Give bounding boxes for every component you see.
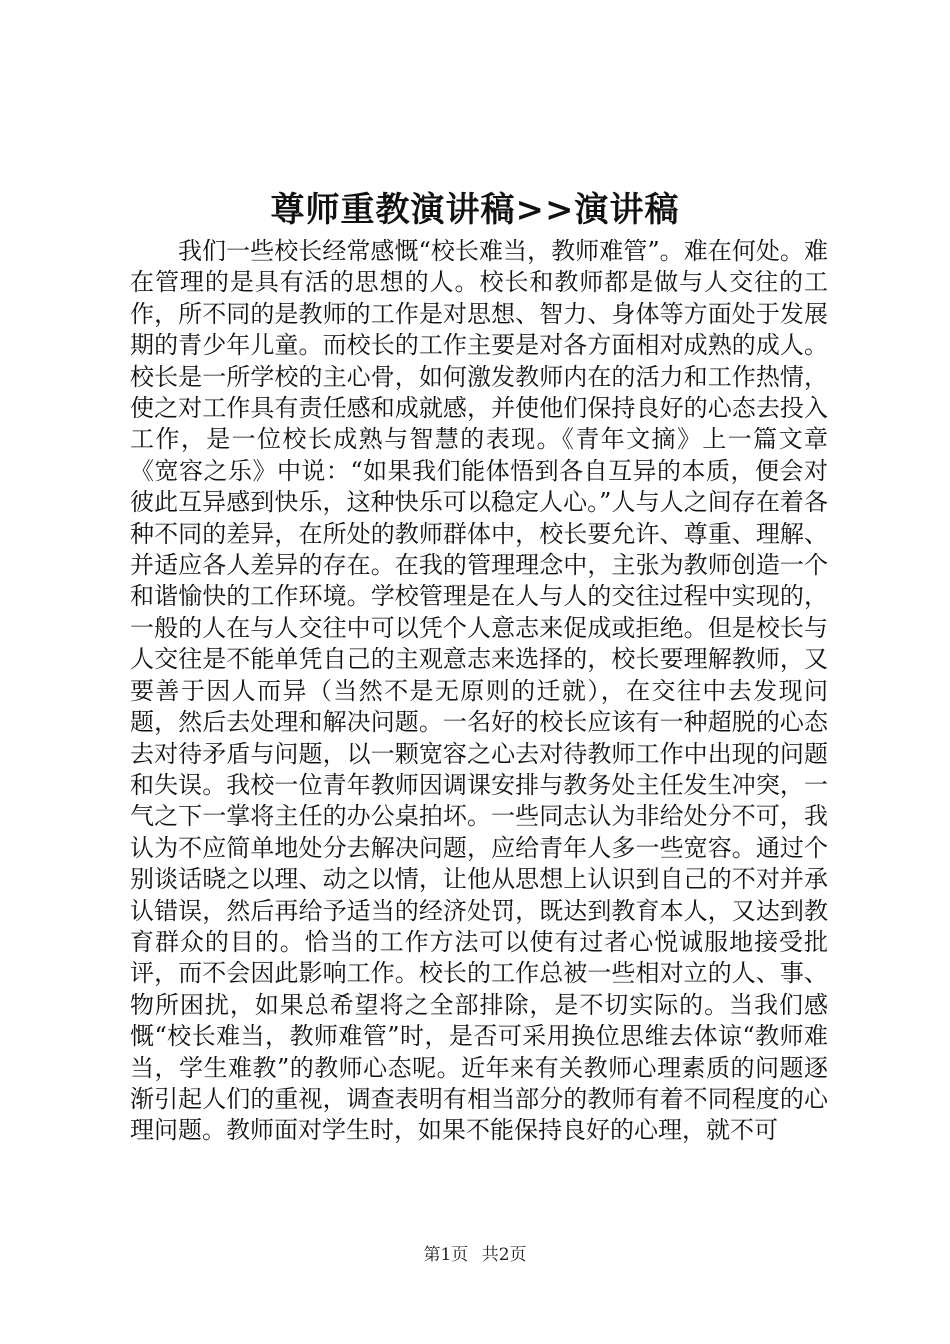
document-title: 尊师重教演讲稿>>演讲稿 <box>270 190 680 230</box>
body-paragraph: 我们一些校长经常感慨“校长难当，教师难管”。难在何处。难在管理的是具有活的思想的人。校长和教师都是做与人交往的工作，所不同的是教师的工作是对思想、智力、身体等方面处于发展期的青少年儿童。而校长的工作主要是对各方面相对成熟的成人。校长是一所学校的主心骨，如何激发教师内在的活力和工作热情，使之对工作具有责任感和成就感，并使他们保持良好的心态去投入工作，是一位校长成熟与智慧的表现。《青年文摘》上一篇文章《宽容之乐》中说：“如果我们能体悟到各自互异的本质，便会对彼此互异感到快乐，这种快乐可以稳定人心。”人与人之间存在着各种不同的差异，在所处的教师群体中，校长要允许、尊重、理解、并适应各人差异的存在。在我的管理理念中，主张为教师创造一个和谐愉快的工作环境。学校管理是在人与人的交往过程中实现的，一般的人在与人交往中可以凭个人意志来促成或拒绝。但是校长与人交往是不能单凭自己的主观意志来选择的，校长要理解教师，又要善于因人而异（当然不是无原则的迁就），在交往中去发现问题，然后去处理和解决问题。一名好的校长应该有一种超脱的心态去对待矛盾与问题，以一颗宽容之心去对待教师工作中出现的问题和失误。我校一位青年教师因调课安排与教务处主任发生冲突，一气之下一掌将主任的办公桌拍坏。一些同志认为非给处分不可，我认为不应简单地处分去解决问题，应给青年人多一些宽容。通过个别谈话晓之以理、动之以情，让他从思想上认识到自己的不对并承认错误，然后再给予适当的经济处罚，既达到教育本人，又达到教育群众的目的。恰当的工作方法可以使有过者心悦诚服地接受批评，而不会因此影响工作。校长的工作总被一些相对立的人、事、物所困扰，如果总希望将之全部排除，是不切实际的。当我们感慨“校长难当，教师难管”时，是否可采用换位思维去体谅“教师难当，学生难教”的教师心态呢。近年来有关教师心理素质的问题逐渐引起人们的重视，调查表明有相当部分的教师有着不同程度的心理问题。教师面对学生时，如果不能保持良好的心理，就不可 <box>130 237 828 1145</box>
page-total: 共2页 <box>481 1245 527 1265</box>
page-number: 第1页 <box>423 1245 469 1265</box>
page-footer <box>0 1244 950 1266</box>
